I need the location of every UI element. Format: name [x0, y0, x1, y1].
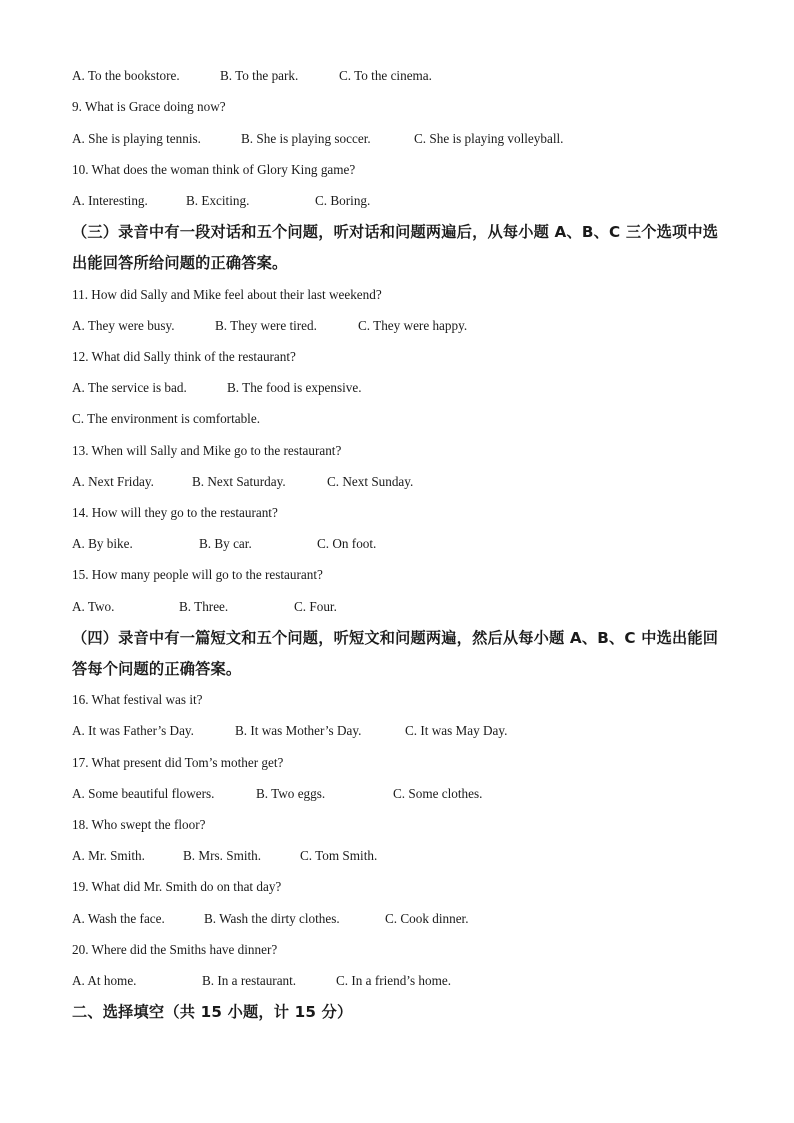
q10-option-a: A. Interesting. — [72, 193, 148, 208]
q19-question: 19. What did Mr. Smith do on that day? — [72, 879, 282, 894]
q10-option-b: B. Exciting. — [186, 193, 250, 208]
q11-option-c: C. They were happy. — [358, 318, 468, 333]
q16-option-c: C. It was May Day. — [405, 723, 508, 738]
section-3-heading: （三）录音中有一段对话和五个问题，听对话和问题两遍后，从每小题 A、B、C 三个选项中选出能回答所给问题的正确答案。 — [72, 223, 719, 272]
q12-option-b: B. The food is expensive. — [227, 380, 362, 395]
q13-question: 13. When will Sally and Mike go to the restaurant? — [72, 443, 342, 458]
q13-option-a: A. Next Friday. — [72, 474, 154, 489]
q14-option-b: B. By car. — [199, 536, 252, 551]
q15-question: 15. How many people will go to the restaurant? — [72, 567, 323, 582]
q10-option-c: C. Boring. — [315, 193, 371, 208]
q17-option-a: A. Some beautiful flowers. — [72, 786, 215, 801]
q18-option-b: B. Mrs. Smith. — [183, 848, 262, 863]
q10-question: 10. What does the woman think of Glory King game? — [72, 162, 356, 177]
q12-question: 12. What did Sally think of the restaurant? — [72, 349, 296, 364]
part-2-heading: 二、选择填空（共 15 小题，计 15 分） — [72, 1003, 353, 1021]
q18-option-a: A. Mr. Smith. — [72, 848, 145, 863]
q12-option-c: C. The environment is comfortable. — [72, 411, 260, 426]
q9-option-a: A. She is playing tennis. — [72, 131, 201, 146]
q16-question: 16. What festival was it? — [72, 692, 203, 707]
q9-question: 9. What is Grace doing now? — [72, 99, 226, 114]
q11-question: 11. How did Sally and Mike feel about their last weekend? — [72, 287, 382, 302]
q13-option-b: B. Next Saturday. — [192, 474, 286, 489]
q8-option-c: C. To the cinema. — [339, 68, 432, 83]
q20-question: 20. Where did the Smiths have dinner? — [72, 942, 278, 957]
q9-option-b: B. She is playing soccer. — [241, 131, 371, 146]
q17-option-c: C. Some clothes. — [393, 786, 483, 801]
q14-question: 14. How will they go to the restaurant? — [72, 505, 278, 520]
q18-question: 18. Who swept the floor? — [72, 817, 206, 832]
q16-option-a: A. It was Father’s Day. — [72, 723, 194, 738]
q18-option-c: C. Tom Smith. — [300, 848, 378, 863]
q11-option-b: B. They were tired. — [215, 318, 317, 333]
q8-option-a: A. To the bookstore. — [72, 68, 180, 83]
q14-option-c: C. On foot. — [317, 536, 377, 551]
q17-question: 17. What present did Tom’s mother get? — [72, 755, 284, 770]
q15-option-a: A. Two. — [72, 599, 115, 614]
q15-option-c: C. Four. — [294, 599, 337, 614]
q17-option-b: B. Two eggs. — [256, 786, 326, 801]
q16-option-b: B. It was Mother’s Day. — [235, 723, 362, 738]
q8-option-b: B. To the park. — [220, 68, 299, 83]
q15-option-b: B. Three. — [179, 599, 229, 614]
q20-option-c: C. In a friend’s home. — [336, 973, 451, 988]
q13-option-c: C. Next Sunday. — [327, 474, 414, 489]
q19-option-b: B. Wash the dirty clothes. — [204, 911, 340, 926]
q14-option-a: A. By bike. — [72, 536, 133, 551]
q9-option-c: C. She is playing volleyball. — [414, 131, 564, 146]
q11-option-a: A. They were busy. — [72, 318, 175, 333]
q19-option-a: A. Wash the face. — [72, 911, 165, 926]
q12-option-a: A. The service is bad. — [72, 380, 187, 395]
q20-option-a: A. At home. — [72, 973, 137, 988]
q19-option-c: C. Cook dinner. — [385, 911, 469, 926]
section-4-heading: （四）录音中有一篇短文和五个问题，听短文和问题两遍，然后从每小题 A、B、C 中选出能回答每个问题的正确答案。 — [72, 629, 719, 678]
q20-option-b: B. In a restaurant. — [202, 973, 297, 988]
